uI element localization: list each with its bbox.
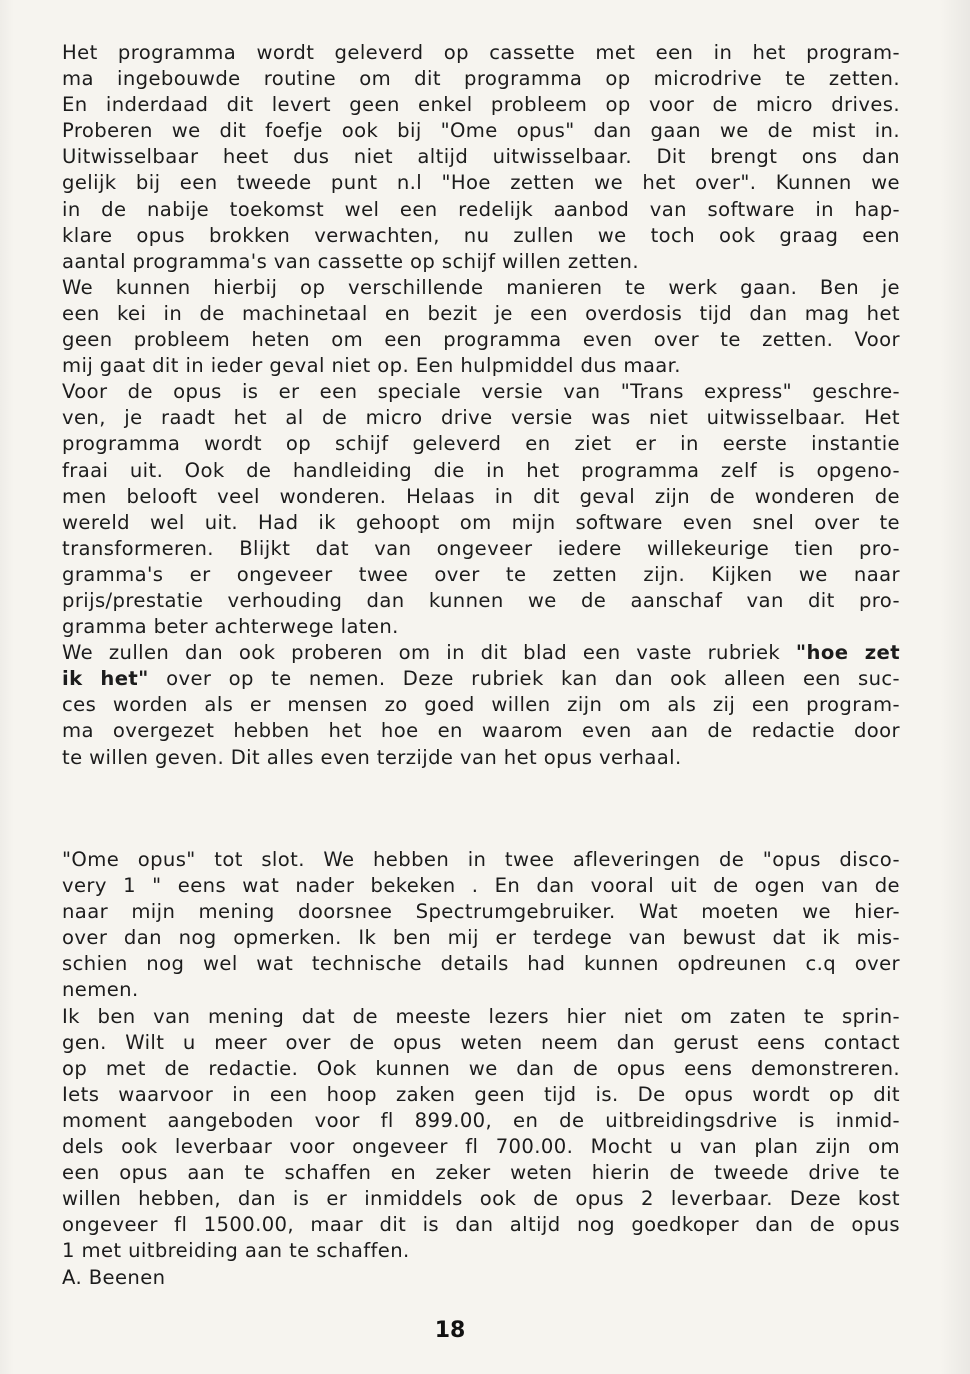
text-line xyxy=(62,562,900,588)
line-text: ma ingebouwde routine om dit programma op microdrive te zetten. xyxy=(62,67,900,91)
text-line xyxy=(62,275,900,301)
text-line xyxy=(62,1212,900,1238)
text-line xyxy=(62,1082,900,1108)
text-line xyxy=(62,666,900,692)
line-text: wereld wel uit. Had ik gehoopt om mijn software even snel over te xyxy=(62,510,900,534)
text-line xyxy=(62,614,900,640)
line-text: We zullen dan ook proberen om in dit blad een vaste rubriek xyxy=(62,641,781,665)
line-text: programma wordt op schijf geleverd en ziet er in eerste instantie xyxy=(62,432,900,456)
line-text: Voor de opus is er een speciale versie van "Trans express" geschre- xyxy=(62,380,900,404)
line-text: mij gaat dit in ieder geval niet op. Een hulpmiddel dus maar. xyxy=(62,354,681,378)
text-line xyxy=(62,1030,900,1056)
line-text: te willen geven. Dit alles even terzijde van het opus verhaal. xyxy=(62,745,682,769)
line-text: men belooft veel wonderen. Helaas in dit geval zijn de wonderen de xyxy=(62,484,900,508)
line-text: over dan nog opmerken. Ik ben mij er terdege van bewust dat ik mis- xyxy=(62,926,900,950)
text-line xyxy=(62,1186,900,1212)
line-text: gelijk bij een tweede punt n.l "Hoe zetten we het over". Kunnen we xyxy=(62,171,900,195)
text-line xyxy=(62,92,900,118)
text-line xyxy=(62,301,900,327)
text-line xyxy=(62,899,900,925)
line-text: Ik ben van mening dat de meeste lezers hier niet om zaten te sprin- xyxy=(62,1004,900,1028)
text-line xyxy=(62,588,900,614)
line-text: over op te nemen. Deze rubriek kan dan ook alleen een suc- xyxy=(166,667,900,691)
bold-phrase: "hoe zet xyxy=(795,641,900,665)
text-line xyxy=(62,170,900,196)
line-text: nemen. xyxy=(62,978,139,1002)
text-line xyxy=(62,745,900,771)
text-line xyxy=(62,379,900,405)
text-line xyxy=(62,977,900,1003)
text-line xyxy=(62,458,900,484)
paragraph-opus-transfer xyxy=(62,40,900,771)
line-text: ma overgezet hebben het hoe en waarom even aan de redactie door xyxy=(62,719,900,743)
text-line xyxy=(62,718,900,744)
line-text: Het programma wordt geleverd op cassette met een in het program- xyxy=(62,41,900,64)
line-text: gen. Wilt u meer over de opus weten neem dan gerust eens contact xyxy=(62,1030,900,1054)
text-line xyxy=(62,484,900,510)
text-line xyxy=(62,640,900,666)
text-line xyxy=(62,1134,900,1160)
line-text: schien nog wel wat technische details had kunnen opdreunen c.q over xyxy=(62,952,900,976)
line-text: moment aangeboden voor fl 899.00, en de uitbreidingsdrive is inmid- xyxy=(62,1108,900,1132)
text-line xyxy=(62,353,900,379)
text-line xyxy=(62,249,900,275)
line-text: een opus aan te schaffen en zeker weten hierin de tweede drive te xyxy=(62,1161,900,1185)
line-text: ven, je raadt het al de micro drive versie was niet uitwisselbaar. Het xyxy=(62,406,900,430)
text-line xyxy=(62,197,900,223)
page-number: 18 xyxy=(434,1318,466,1343)
line-text: klare opus brokken verwachten, nu zullen we toch ook graag een xyxy=(62,223,900,247)
line-text: gramma beter achterwege laten. xyxy=(62,615,399,639)
text-line xyxy=(62,873,900,899)
text-line xyxy=(62,1160,900,1186)
text-line xyxy=(62,1056,900,1082)
line-text: willen hebben, dan is er inmiddels ook de opus 2 leverbaar. Deze kost xyxy=(62,1187,900,1211)
line-text: prijs/prestatie verhouding dan kunnen we de aanschaf van dit pro- xyxy=(62,588,900,612)
bold-phrase: ik het" xyxy=(62,667,149,691)
line-text: een kei in de machinetaal en bezit je een overdosis tijd dan mag het xyxy=(62,301,900,325)
line-text: very 1 " eens wat nader bekeken . En dan vooral uit de ogen van de xyxy=(62,874,900,898)
text-line xyxy=(62,327,900,353)
text-line xyxy=(62,1108,900,1134)
text-line xyxy=(62,692,900,718)
text-line xyxy=(62,510,900,536)
text-line xyxy=(62,536,900,562)
text-line xyxy=(62,118,900,144)
text-line xyxy=(62,431,900,457)
text-line xyxy=(62,847,900,873)
text-line xyxy=(62,925,900,951)
text-line xyxy=(62,951,900,977)
line-text: A. Beenen xyxy=(62,1265,166,1289)
line-text: geen probleem heten om een programma even over te zetten. Voor xyxy=(62,328,900,352)
line-text: Iets waarvoor in een hoop zaken geen tijd is. De opus wordt op dit xyxy=(62,1082,900,1106)
paragraph-conclusion xyxy=(62,847,900,1291)
line-text: Proberen we dit foefje ook bij "Ome opus" dan gaan we de mist in. xyxy=(62,119,900,143)
line-text: 1 met uitbreiding aan te schaffen. xyxy=(62,1239,410,1263)
line-text: gramma's er ongeveer twee over te zetten zijn. Kijken we naar xyxy=(62,562,900,586)
line-text: "Ome opus" tot slot. We hebben in twee afleveringen de "opus disco- xyxy=(62,848,900,871)
text-line xyxy=(62,1004,900,1030)
line-text: fraai uit. Ook de handleiding die in het programma zelf is opgeno- xyxy=(62,458,900,482)
line-text: We kunnen hierbij op verschillende manieren te werk gaan. Ben je xyxy=(62,275,900,299)
line-text: Uitwisselbaar heet dus niet altijd uitwisselbaar. Dit brengt ons dan xyxy=(62,145,900,169)
line-text: naar mijn mening doorsnee Spectrumgebruiker. Wat moeten we hier- xyxy=(62,900,900,924)
line-text: ces worden als er mensen zo goed willen zijn om als zij een program- xyxy=(62,693,900,717)
text-line xyxy=(62,1265,900,1291)
line-text: dels ook leverbaar voor ongeveer fl 700.00. Mocht u van plan zijn om xyxy=(62,1135,900,1159)
line-text: in de nabije toekomst wel een redelijk aanbod van software in hap- xyxy=(62,197,900,221)
text-line xyxy=(62,144,900,170)
line-text: ongeveer fl 1500.00, maar dit is dan altijd nog goedkoper dan de opus xyxy=(62,1213,900,1237)
line-text: En inderdaad dit levert geen enkel probleem op voor de micro drives. xyxy=(62,93,900,117)
line-text: op met de redactie. Ook kunnen we dan de opus eens demonstreren. xyxy=(62,1056,900,1080)
text-line xyxy=(62,40,900,66)
line-text: transformeren. Blijkt dat van ongeveer iedere willekeurige tien pro- xyxy=(62,536,900,560)
text-line xyxy=(62,223,900,249)
text-line xyxy=(62,405,900,431)
text-line xyxy=(62,1238,900,1264)
line-text: aantal programma's van cassette op schijf willen zetten. xyxy=(62,249,639,273)
text-line xyxy=(62,66,900,92)
